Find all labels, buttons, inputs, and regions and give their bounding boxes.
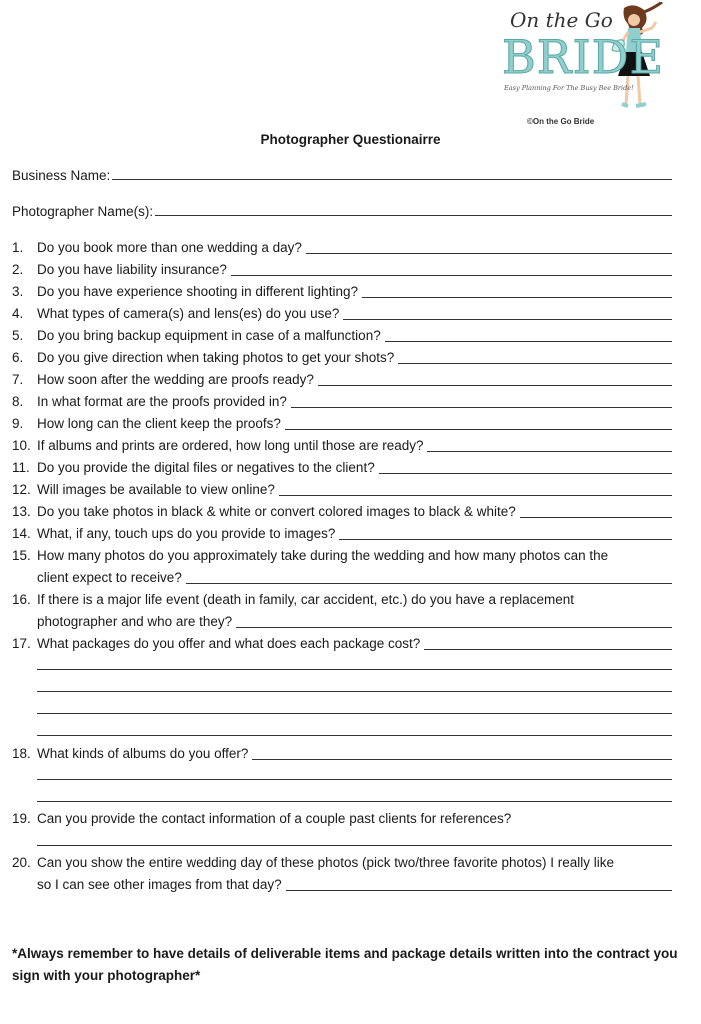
question-text: Do you bring backup equipment in case of a malfunction? — [37, 328, 381, 343]
answer-line[interactable] — [362, 296, 672, 298]
question-item — [12, 259, 672, 281]
question-item — [12, 237, 672, 259]
answer-line-17c[interactable] — [37, 713, 672, 714]
answer-line[interactable] — [285, 428, 672, 430]
question-number: 1. — [12, 240, 24, 255]
question-text: Do you have experience shooting in different lighting? — [37, 284, 358, 299]
question-text: Can you show the entire wedding day of these photos (pick two/three favorite photos) I really like — [37, 855, 615, 870]
photographer-names-label: Photographer Name(s): — [12, 204, 154, 219]
question-text: Do you provide the digital files or negatives to the client? — [37, 460, 375, 475]
question-row — [12, 743, 672, 765]
question-row — [12, 457, 672, 479]
question-number: 3. — [12, 284, 24, 299]
question-row — [12, 852, 672, 874]
question-number: 17. — [12, 636, 31, 651]
question-row — [12, 347, 672, 369]
question-number: 12. — [12, 482, 31, 497]
question-row — [12, 369, 672, 391]
photographer-names-line[interactable] — [155, 214, 672, 216]
question-item — [12, 325, 672, 347]
answer-line[interactable] — [252, 758, 672, 760]
answer-line[interactable] — [385, 340, 672, 342]
question-number: 8. — [12, 394, 24, 409]
question-number: 20. — [12, 855, 31, 870]
question-item — [12, 589, 672, 633]
answer-line[interactable] — [236, 626, 672, 628]
question-row — [12, 523, 672, 545]
photographer-names-field[interactable] — [12, 204, 672, 219]
question-item — [12, 523, 672, 545]
question-text: Do you have liability insurance? — [37, 262, 227, 277]
question-number: 2. — [12, 262, 24, 277]
question-text: Do you book more than one wedding a day? — [37, 240, 302, 255]
answer-line-18b[interactable] — [37, 801, 672, 802]
question-row — [12, 281, 672, 303]
contract-reminder-note: *Always remember to have details of deliverable items and package details written into the contract you sign with your photographer* — [12, 946, 678, 983]
business-name-label: Business Name: — [12, 168, 111, 183]
question-row — [12, 391, 672, 413]
question-text: How soon after the wedding are proofs ready? — [37, 372, 314, 387]
question-number: 11. — [12, 460, 30, 475]
question-text-continued: so I can see other images from that day? — [37, 877, 282, 892]
business-name-line[interactable] — [112, 178, 672, 180]
question-continuation — [12, 874, 672, 896]
answer-line[interactable] — [398, 362, 672, 364]
question-number: 9. — [12, 416, 24, 431]
answer-line-17d[interactable] — [37, 735, 672, 736]
answer-line-17b[interactable] — [37, 691, 672, 692]
question-number: 16. — [12, 592, 31, 607]
answer-line[interactable] — [424, 648, 672, 650]
question-item — [12, 479, 672, 501]
answer-line[interactable] — [427, 450, 672, 452]
question-row — [12, 303, 672, 325]
question-number: 18. — [12, 746, 31, 761]
question-item — [12, 303, 672, 325]
question-item — [12, 457, 672, 479]
question-item — [12, 501, 672, 523]
question-item — [12, 852, 672, 896]
question-row — [12, 237, 672, 259]
question-text: Will images be available to view online? — [37, 482, 275, 497]
answer-line[interactable] — [291, 406, 672, 408]
question-text: What packages do you offer and what does each package cost? — [37, 636, 421, 651]
answer-line-19[interactable] — [37, 845, 672, 846]
answer-line[interactable] — [520, 516, 672, 518]
question-row — [12, 435, 672, 457]
logo-line-bride: BRIDE — [502, 30, 665, 84]
question-item — [12, 545, 672, 589]
question-item — [12, 391, 672, 413]
answer-line[interactable] — [231, 274, 672, 276]
question-number: 7. — [12, 372, 24, 387]
question-text: How many photos do you approximately take during the wedding and how many photos can the — [37, 548, 609, 563]
answer-line[interactable] — [279, 494, 672, 496]
question-row — [12, 325, 672, 347]
question-text: What types of camera(s) and lens(es) do you use? — [37, 306, 340, 321]
question-row — [12, 545, 672, 567]
question-item — [12, 413, 672, 435]
question-item — [12, 369, 672, 391]
question-row — [12, 501, 672, 523]
question-number: 14. — [12, 526, 31, 541]
answer-line[interactable] — [318, 384, 672, 386]
copyright-notice: ©On the Go Bride — [527, 117, 595, 126]
question-item — [12, 281, 672, 303]
question-text: Can you provide the contact information of a couple past clients for references? — [37, 811, 512, 826]
question-text: In what format are the proofs provided in? — [37, 394, 287, 409]
page-title: Photographer Questionairre — [260, 132, 441, 147]
question-row — [12, 413, 672, 435]
logo-tagline: Easy Planning For The Busy Bee Bride! — [504, 84, 634, 92]
question-continuation — [12, 611, 672, 633]
question-item — [12, 633, 672, 655]
question-text: What kinds of albums do you offer? — [37, 746, 249, 761]
question-item — [12, 347, 672, 369]
question-row — [12, 633, 672, 655]
question-continuation — [12, 567, 672, 589]
question-item — [12, 743, 672, 765]
business-name-field[interactable] — [12, 168, 672, 183]
answer-line[interactable] — [286, 889, 672, 891]
question-text-continued: client expect to receive? — [37, 570, 182, 585]
question-number: 4. — [12, 306, 24, 321]
question-text: Do you take photos in black & white or convert colored images to black & white? — [37, 504, 516, 519]
question-item — [12, 435, 672, 457]
question-number: 19. — [12, 811, 31, 826]
answer-line-17a[interactable] — [37, 669, 672, 670]
question-row — [12, 259, 672, 281]
answer-line[interactable] — [186, 582, 672, 584]
question-number: 5. — [12, 328, 24, 343]
question-text: If there is a major life event (death in family, car accident, etc.) do you have a replacement — [37, 592, 575, 607]
answer-line[interactable] — [379, 472, 672, 474]
question-item — [12, 808, 672, 830]
question-text: Do you give direction when taking photos to get your shots? — [37, 350, 395, 365]
answer-line[interactable] — [339, 538, 672, 540]
question-number: 6. — [12, 350, 24, 365]
question-row — [12, 589, 672, 611]
question-text: What, if any, touch ups do you provide to images? — [37, 526, 336, 541]
logo-line-on-the-go: On the Go — [510, 8, 613, 32]
answer-line-18a[interactable] — [37, 779, 672, 780]
answer-line[interactable] — [306, 252, 672, 254]
question-row — [12, 479, 672, 501]
question-text-continued: photographer and who are they? — [37, 614, 233, 629]
question-number: 10. — [12, 438, 31, 453]
question-text: If albums and prints are ordered, how long until those are ready? — [37, 438, 424, 453]
answer-line[interactable] — [343, 318, 672, 320]
question-row — [12, 808, 672, 830]
question-text: How long can the client keep the proofs? — [37, 416, 281, 431]
on-the-go-bride-logo — [488, 2, 663, 120]
question-number: 15. — [12, 548, 31, 563]
question-number: 13. — [12, 504, 31, 519]
